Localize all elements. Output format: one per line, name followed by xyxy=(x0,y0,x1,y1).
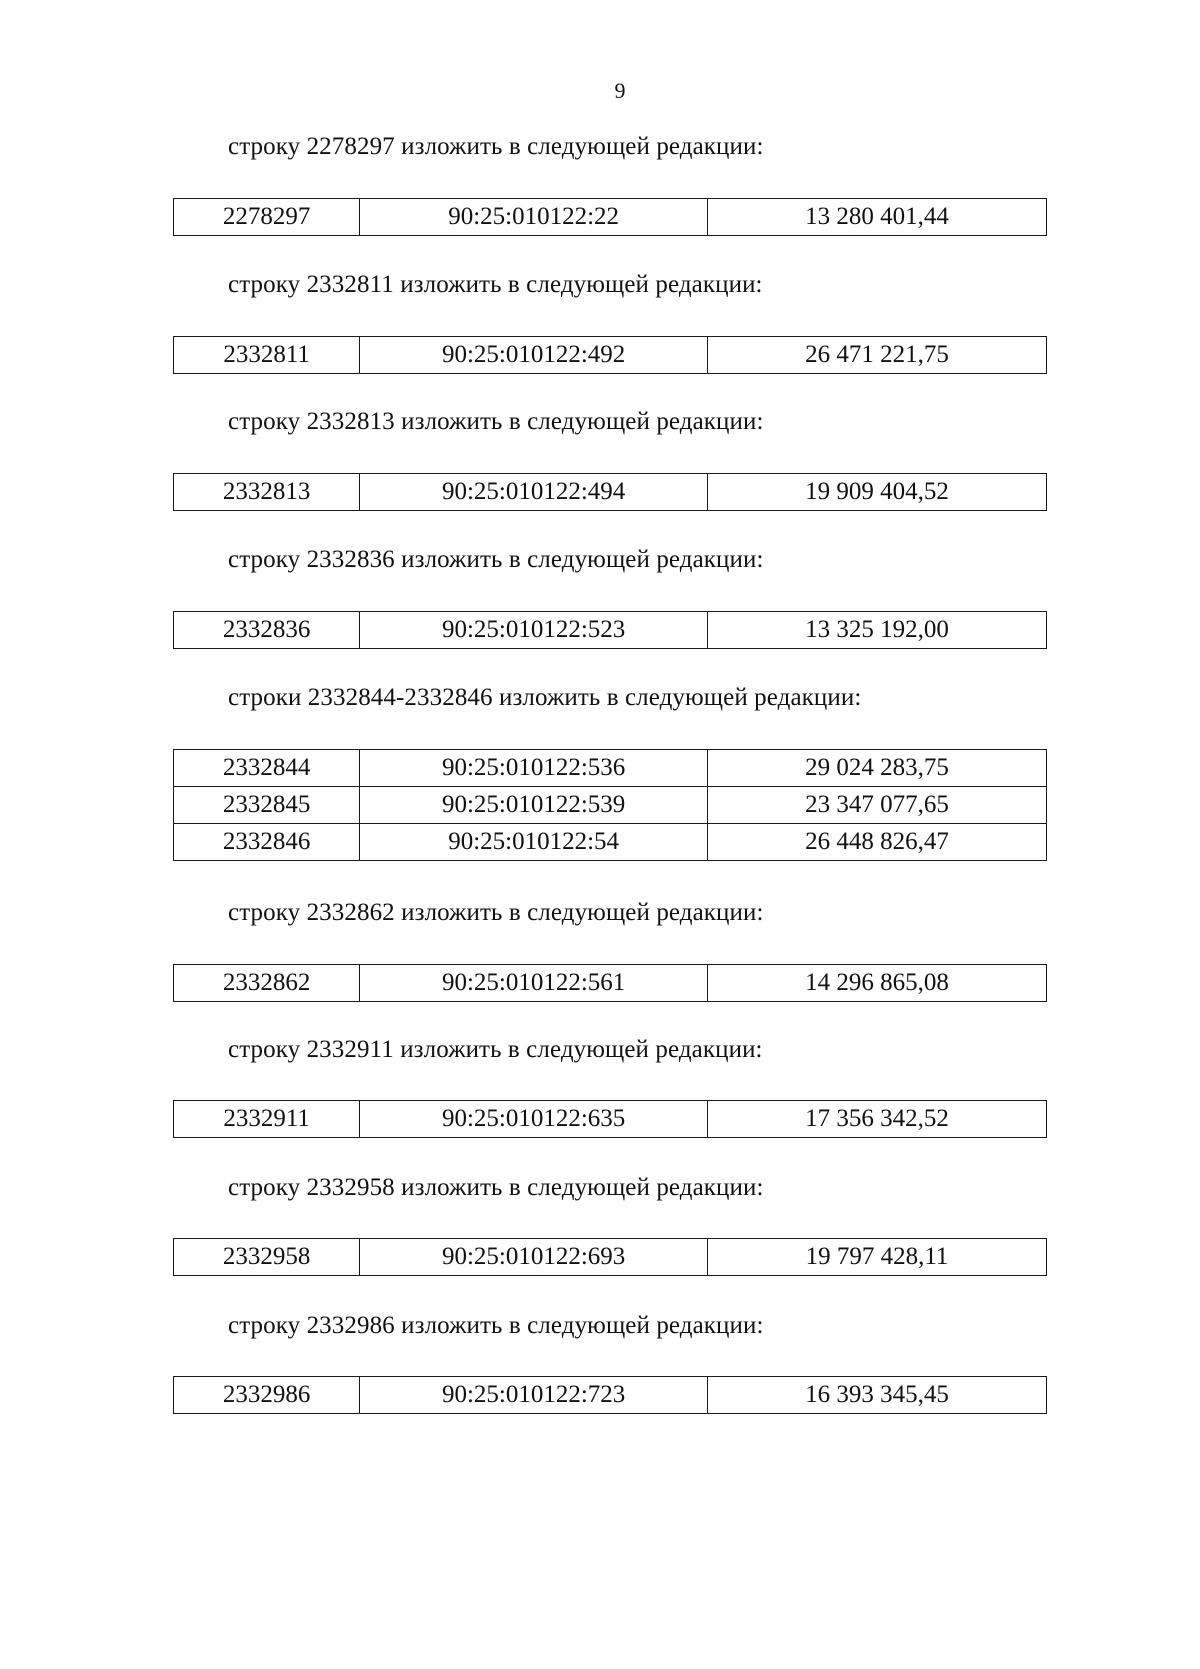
table-row xyxy=(174,824,1047,861)
amendment-table xyxy=(173,1376,1047,1414)
amendment-table xyxy=(173,964,1047,1002)
row-number-cell: 2332846 xyxy=(174,824,360,861)
cadastral-number-cell: 90:25:010122:536 xyxy=(360,750,708,787)
table-row xyxy=(174,474,1047,511)
amendment-table xyxy=(173,749,1047,861)
table-row xyxy=(174,1101,1047,1138)
cadastral-number-cell: 90:25:010122:54 xyxy=(360,824,708,861)
cadastral-value-cell: 14 296 865,08 xyxy=(708,965,1047,1002)
row-number-cell: 2332911 xyxy=(174,1101,360,1138)
table-row xyxy=(174,787,1047,824)
table-row xyxy=(174,199,1047,236)
row-number-cell: 2332862 xyxy=(174,965,360,1002)
amendment-table xyxy=(173,198,1047,236)
amendment-caption: строку 2332862 изложить в следующей редакции: xyxy=(228,899,764,926)
cadastral-number-cell: 90:25:010122:22 xyxy=(360,199,708,236)
cadastral-number-cell: 90:25:010122:492 xyxy=(360,337,708,374)
cadastral-value-cell: 19 797 428,11 xyxy=(708,1239,1047,1276)
row-number-cell: 2332986 xyxy=(174,1377,360,1414)
row-number-cell: 2332844 xyxy=(174,750,360,787)
amendment-caption: строку 2332911 изложить в следующей редакции: xyxy=(228,1036,763,1063)
amendment-caption: строку 2332986 изложить в следующей редакции: xyxy=(228,1312,764,1339)
amendment-caption: строку 2332836 изложить в следующей редакции: xyxy=(228,546,764,573)
table-row xyxy=(174,965,1047,1002)
amendment-table xyxy=(173,611,1047,649)
row-number-cell: 2332811 xyxy=(174,337,360,374)
amendment-table xyxy=(173,473,1047,511)
cadastral-number-cell: 90:25:010122:693 xyxy=(360,1239,708,1276)
cadastral-value-cell: 26 471 221,75 xyxy=(708,337,1047,374)
cadastral-value-cell: 23 347 077,65 xyxy=(708,787,1047,824)
cadastral-value-cell: 13 325 192,00 xyxy=(708,612,1047,649)
amendment-table xyxy=(173,336,1047,374)
amendment-caption: строку 2332813 изложить в следующей редакции: xyxy=(228,408,764,435)
amendment-caption: строку 2278297 изложить в следующей редакции: xyxy=(228,133,764,160)
cadastral-value-cell: 19 909 404,52 xyxy=(708,474,1047,511)
row-number-cell: 2332845 xyxy=(174,787,360,824)
row-number-cell: 2332836 xyxy=(174,612,360,649)
table-row xyxy=(174,750,1047,787)
cadastral-number-cell: 90:25:010122:523 xyxy=(360,612,708,649)
cadastral-value-cell: 17 356 342,52 xyxy=(708,1101,1047,1138)
table-row xyxy=(174,337,1047,374)
cadastral-value-cell: 16 393 345,45 xyxy=(708,1377,1047,1414)
amendment-caption: строку 2332958 изложить в следующей редакции: xyxy=(228,1174,764,1201)
row-number-cell: 2332958 xyxy=(174,1239,360,1276)
amendment-caption: строки 2332844-2332846 изложить в следующей редакции: xyxy=(228,684,862,711)
table-row xyxy=(174,612,1047,649)
cadastral-number-cell: 90:25:010122:723 xyxy=(360,1377,708,1414)
amendment-caption: строку 2332811 изложить в следующей редакции: xyxy=(228,271,763,298)
cadastral-number-cell: 90:25:010122:635 xyxy=(360,1101,708,1138)
cadastral-number-cell: 90:25:010122:561 xyxy=(360,965,708,1002)
cadastral-number-cell: 90:25:010122:494 xyxy=(360,474,708,511)
page-number: 9 xyxy=(614,78,626,103)
table-row xyxy=(174,1239,1047,1276)
amendment-table xyxy=(173,1100,1047,1138)
cadastral-value-cell: 13 280 401,44 xyxy=(707,199,1046,236)
table-row xyxy=(174,1377,1047,1414)
cadastral-value-cell: 29 024 283,75 xyxy=(708,750,1047,787)
cadastral-value-cell: 26 448 826,47 xyxy=(708,824,1047,861)
amendment-table xyxy=(173,1238,1047,1276)
row-number-cell: 2332813 xyxy=(174,474,360,511)
cadastral-number-cell: 90:25:010122:539 xyxy=(360,787,708,824)
row-number-cell: 2278297 xyxy=(174,199,360,236)
